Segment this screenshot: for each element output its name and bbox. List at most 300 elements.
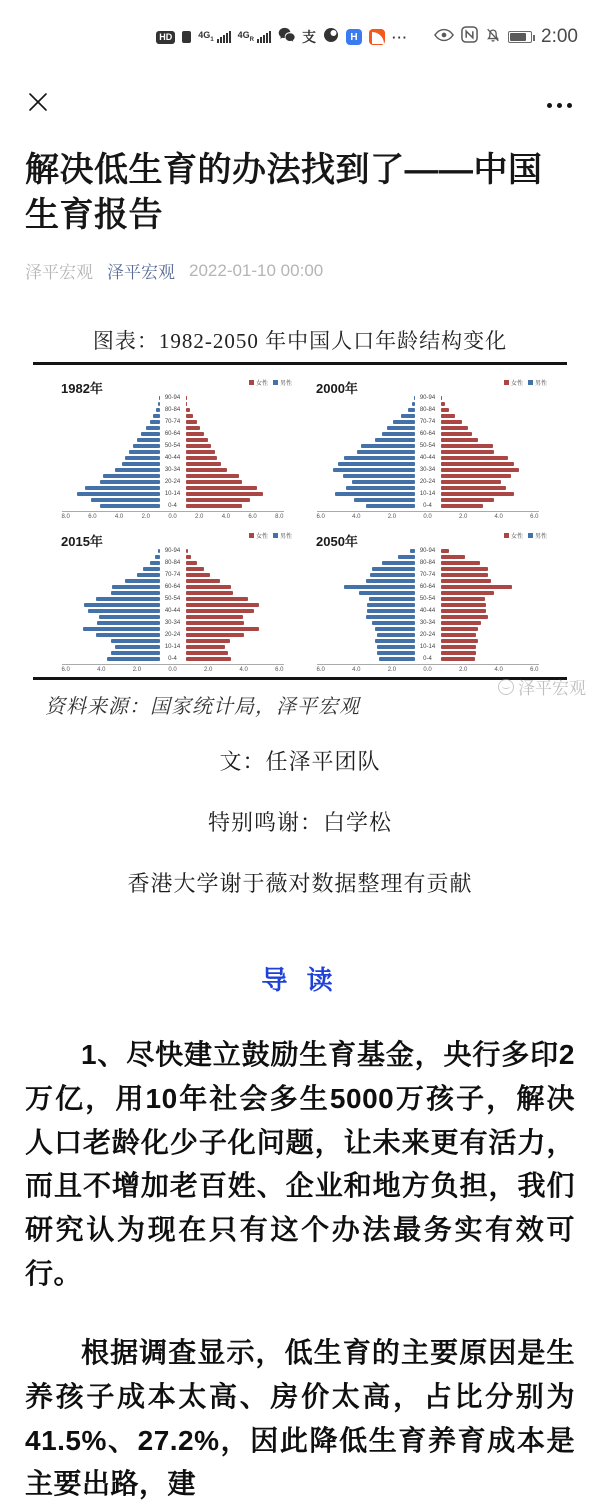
publish-time: 2022-01-10 00:00 [189, 260, 324, 280]
age-group-label: 50-54 [419, 596, 436, 603]
female-bar [186, 573, 211, 577]
pyramid-x-axis [317, 664, 539, 673]
population-pyramid-3 [45, 522, 300, 675]
x-tick-label: 2.0 [195, 514, 204, 521]
female-bar [441, 450, 495, 454]
age-group-label: 70-74 [419, 419, 436, 426]
female-bar [441, 651, 477, 655]
legend-swatch [528, 380, 533, 385]
eye-comfort-icon [434, 28, 454, 47]
male-bar [377, 633, 415, 637]
male-bar [382, 561, 415, 565]
female-bar [186, 585, 232, 589]
age-group-label: 90-94 [164, 395, 181, 402]
status-bar [0, 0, 600, 64]
legend-item [504, 378, 523, 387]
male-bar [377, 651, 415, 655]
male-bar [97, 621, 159, 625]
age-group-label: 80-84 [164, 560, 181, 567]
male-bar [111, 639, 160, 643]
pyramid-x-axis [62, 511, 284, 520]
female-bar [441, 492, 515, 496]
female-bar [186, 639, 230, 643]
age-group-label: 40-44 [419, 455, 436, 462]
age-group-label: 30-34 [164, 467, 181, 474]
pyramid-x-ticks [62, 667, 284, 673]
female-bar [186, 579, 220, 583]
male-bar [111, 651, 160, 655]
pyramid-legend [504, 531, 547, 540]
age-group-label: 20-24 [419, 479, 436, 486]
age-group-label: 50-54 [419, 443, 436, 450]
x-tick-label: 6.0 [316, 667, 325, 674]
male-bar [369, 597, 415, 601]
x-tick-label: 6.0 [275, 667, 284, 674]
x-tick-label: 2.0 [141, 514, 150, 521]
population-pyramid-4 [300, 522, 555, 675]
female-bar [441, 498, 495, 502]
x-tick-label: 6.0 [530, 514, 539, 521]
legend-item [528, 531, 547, 540]
legend-label: 男性 [279, 534, 292, 541]
legend-swatch [249, 533, 254, 538]
pyramid-row [317, 503, 539, 509]
male-bar [401, 414, 414, 418]
age-group-label: 20-24 [164, 632, 181, 639]
male-bar [367, 603, 414, 607]
menu-more-icon[interactable] [547, 97, 572, 108]
pyramid-grid [45, 369, 555, 675]
figure-source-row [0, 679, 600, 719]
male-bar [83, 627, 160, 631]
male-bar [379, 657, 415, 661]
age-group-label: 70-74 [419, 572, 436, 579]
pyramid-legend [249, 531, 292, 540]
x-tick-label: 0.0 [423, 667, 432, 674]
age-group-label: 30-34 [419, 620, 436, 627]
male-bar [133, 444, 160, 448]
male-bar [146, 426, 160, 430]
male-bar [375, 438, 414, 442]
age-group-label: 80-84 [164, 407, 181, 414]
male-bar [366, 615, 415, 619]
female-bar [186, 555, 192, 559]
alipay-notification-icon: 支 [302, 29, 317, 45]
female-bar [186, 633, 245, 637]
credit-author: 文：任泽平团队 [219, 749, 381, 775]
male-bar [125, 579, 159, 583]
h-app-notification-icon: H [346, 29, 362, 45]
male-bar [137, 573, 160, 577]
sim-card-icon [182, 31, 191, 43]
female-bar [441, 462, 515, 466]
x-tick-label: 4.0 [352, 667, 361, 674]
male-bar [344, 456, 414, 460]
x-tick-label: 4.0 [494, 667, 503, 674]
female-bar [441, 621, 482, 625]
female-bar [186, 414, 193, 418]
x-tick-label: 0.0 [168, 514, 177, 521]
female-bar [186, 651, 229, 655]
male-bar [387, 426, 415, 430]
age-group-label: 10-14 [419, 644, 436, 651]
age-group-label: 60-64 [419, 584, 436, 591]
female-bar [186, 480, 242, 484]
female-bar [441, 432, 472, 436]
legend-swatch [504, 380, 509, 385]
female-bar [441, 549, 449, 553]
female-bar [186, 549, 188, 553]
male-bar [96, 597, 160, 601]
account-link[interactable]: 泽平宏观 [107, 263, 175, 283]
male-bar [370, 573, 414, 577]
male-bar [372, 621, 415, 625]
figure-bottom-rule [33, 677, 567, 680]
nfc-icon [461, 26, 478, 48]
female-bar [441, 591, 495, 595]
female-bar [186, 591, 233, 595]
status-time: 2:00 [541, 26, 578, 47]
male-bar [84, 603, 159, 607]
male-bar [150, 420, 160, 424]
female-bar [441, 585, 513, 589]
female-bar [186, 561, 197, 565]
female-bar [441, 573, 488, 577]
female-bar [441, 426, 469, 430]
female-bar [186, 402, 188, 406]
x-tick-label: 4.0 [494, 514, 503, 521]
female-bar [186, 408, 190, 412]
x-tick-label: 4.0 [97, 667, 106, 674]
watermark [498, 674, 586, 699]
female-bar [441, 396, 443, 400]
legend-label: 女性 [510, 534, 523, 541]
male-bar [103, 474, 159, 478]
male-bar [96, 633, 160, 637]
x-tick-label: 6.0 [61, 667, 70, 674]
x-tick-label: 2.0 [387, 514, 397, 521]
female-bar [186, 567, 204, 571]
legend-item [504, 531, 523, 540]
age-group-label: 60-64 [164, 431, 181, 438]
x-tick-label: 4.0 [239, 667, 248, 674]
female-bar [441, 414, 456, 418]
male-bar [398, 555, 414, 559]
section-heading: 导 读 [261, 965, 339, 996]
female-bar [441, 609, 487, 613]
battery-icon [508, 31, 532, 43]
female-bar [186, 468, 228, 472]
pyramid-year-label: 1982年 [61, 381, 103, 397]
male-bar [366, 504, 415, 508]
female-bar [441, 504, 484, 508]
female-bar [441, 474, 511, 478]
age-group-label: 20-24 [419, 632, 436, 639]
pyramid-x-ticks [317, 514, 539, 520]
x-tick-label: 6.0 [88, 514, 97, 521]
pyramid-row [62, 656, 284, 662]
age-group-label: 90-94 [164, 548, 181, 555]
mute-bell-icon [485, 27, 501, 48]
age-group-label: 70-74 [164, 572, 181, 579]
male-bar [129, 450, 160, 454]
news-app-notification-icon [369, 29, 385, 45]
pyramid-x-axis [317, 511, 539, 520]
population-pyramid-2 [300, 369, 555, 522]
male-bar [375, 627, 414, 631]
female-bar [186, 432, 204, 436]
male-bar [143, 567, 159, 571]
source-name: 泽平宏观 [25, 263, 93, 283]
x-tick-label: 6.0 [316, 514, 325, 521]
pyramid-plot [62, 395, 284, 509]
more-notifications-icon: ··· [392, 29, 409, 45]
female-bar [441, 639, 479, 643]
female-bar [441, 633, 477, 637]
female-bar [441, 408, 449, 412]
female-bar [441, 567, 488, 571]
figure-source-text: 资料来源：国家统计局，泽平宏观 [45, 696, 360, 719]
pyramid-x-ticks [62, 514, 284, 520]
x-tick-label: 0.0 [423, 514, 432, 521]
x-tick-label: 2.0 [387, 667, 397, 674]
age-group-label: 40-44 [164, 455, 181, 462]
article-title: 解决低生育的办法找到了——中国生育报告 [25, 151, 543, 235]
pyramid-row [317, 656, 539, 662]
male-bar [115, 645, 159, 649]
male-bar [344, 585, 414, 589]
age-group-label: 10-14 [164, 491, 181, 498]
pyramid-x-ticks [317, 667, 539, 673]
male-bar [100, 504, 160, 508]
female-bar [186, 426, 201, 430]
male-bar [359, 591, 415, 595]
legend-item [273, 531, 292, 540]
female-bar [186, 456, 218, 460]
male-bar [99, 615, 159, 619]
article-body [0, 1033, 600, 1506]
paragraph-2: 根据调查显示，低生育的主要原因是生养孩子成本太高、房价太高，占比分别为41.5%、27.2%，因此降低生育养育成本是主要出路，建 [25, 1337, 575, 1500]
x-tick-label: 4.0 [114, 514, 124, 521]
legend-label: 男性 [534, 534, 547, 541]
male-bar [366, 579, 415, 583]
pyramid-legend [249, 378, 292, 387]
male-bar [150, 561, 160, 565]
age-group-label: 10-14 [164, 644, 181, 651]
female-bar [441, 438, 479, 442]
female-bar [186, 498, 251, 502]
age-group-label: 70-74 [164, 419, 181, 426]
legend-item [273, 378, 292, 387]
female-bar [441, 579, 492, 583]
figure-top-rule [33, 362, 567, 365]
male-bar [338, 462, 415, 466]
female-bar [441, 645, 477, 649]
male-bar [367, 609, 414, 613]
female-bar [441, 555, 466, 559]
female-bar [186, 645, 225, 649]
pyramid-plot [317, 548, 539, 662]
female-bar [186, 597, 248, 601]
male-bar [125, 456, 159, 460]
male-bar [91, 498, 160, 502]
byline [0, 238, 600, 283]
female-bar [186, 504, 242, 508]
population-pyramid-1 [45, 369, 300, 522]
male-bar [85, 486, 160, 490]
male-bar [372, 567, 415, 571]
credits-block [0, 745, 600, 898]
x-tick-label: 2.0 [458, 514, 468, 521]
legend-label: 女性 [255, 381, 268, 388]
pyramid-plot [317, 395, 539, 509]
population-pyramids-figure [0, 325, 600, 719]
male-bar [393, 420, 414, 424]
male-bar [377, 645, 415, 649]
legend-swatch [504, 533, 509, 538]
age-group-label: 50-54 [164, 596, 181, 603]
credit-contrib: 香港大学谢于薇对数据整理有贡献 [127, 871, 473, 897]
female-bar [186, 420, 197, 424]
male-bar [412, 402, 414, 406]
male-bar [153, 414, 159, 418]
male-bar [141, 432, 159, 436]
x-tick-label: 6.0 [530, 667, 539, 674]
x-tick-label: 2.0 [132, 667, 142, 674]
female-bar [441, 627, 479, 631]
male-bar [343, 474, 415, 478]
age-group-label: 0-4 [423, 503, 432, 510]
female-bar [441, 480, 501, 484]
legend-swatch [249, 380, 254, 385]
female-bar [441, 456, 508, 460]
x-tick-label: 8.0 [61, 514, 70, 521]
age-group-label: 60-64 [419, 431, 436, 438]
pyramid-year-label: 2000年 [316, 381, 358, 397]
age-group-label: 50-54 [164, 443, 181, 450]
age-group-label: 0-4 [423, 656, 432, 663]
x-tick-label: 8.0 [275, 514, 284, 521]
x-tick-label: 0.0 [168, 667, 177, 674]
x-tick-label: 4.0 [221, 514, 231, 521]
legend-item [249, 378, 268, 387]
male-bar [88, 609, 160, 613]
wechat-notification-icon [278, 27, 295, 48]
legend-swatch [273, 380, 278, 385]
female-bar [186, 444, 212, 448]
female-bar [186, 609, 255, 613]
legend-label: 男性 [279, 381, 292, 388]
male-bar [375, 639, 414, 643]
age-group-label: 10-14 [419, 491, 436, 498]
age-group-label: 0-4 [168, 656, 177, 663]
female-bar [186, 657, 232, 661]
male-bar [335, 492, 415, 496]
watermark-text: 泽平宏观 [518, 679, 586, 699]
legend-swatch [273, 533, 278, 538]
x-tick-label: 2.0 [203, 667, 213, 674]
credit-thanks: 特别鸣谢：白学松 [207, 810, 392, 836]
paragraph-1: 1、尽快建立鼓励生育基金，央行多印2万亿，用10年社会多生5000万孩子，解决人口老龄化少子化问题，让未来更有活力，而且不增加老百姓、企业和地方负担，我们研究认为现在只有这个办法最务实有效可行。 [25, 1039, 575, 1289]
age-group-label: 30-34 [419, 467, 436, 474]
female-bar [441, 561, 480, 565]
female-bar [186, 492, 263, 496]
pyramid-plot [62, 548, 284, 662]
watermark-logo-icon [498, 679, 514, 695]
female-bar [186, 450, 215, 454]
legend-item [249, 531, 268, 540]
female-bar [441, 468, 519, 472]
browser-notification-icon [323, 27, 339, 48]
age-group-label: 90-94 [419, 548, 436, 555]
male-bar [382, 432, 415, 436]
female-bar [441, 603, 487, 607]
female-bar [186, 438, 208, 442]
pyramid-x-axis [62, 664, 284, 673]
hd-voice-icon: HD [156, 31, 175, 44]
age-group-label: 90-94 [419, 395, 436, 402]
male-bar [111, 591, 160, 595]
female-bar [186, 621, 245, 625]
male-bar [100, 480, 160, 484]
age-group-label: 30-34 [164, 620, 181, 627]
x-tick-label: 6.0 [248, 514, 257, 521]
male-bar [346, 486, 415, 490]
age-group-label: 0-4 [168, 503, 177, 510]
legend-label: 女性 [510, 381, 523, 388]
pyramid-year-label: 2050年 [316, 534, 358, 550]
male-bar [333, 468, 415, 472]
age-group-label: 80-84 [419, 407, 436, 414]
male-bar [107, 657, 159, 661]
figure-title: 图表：1982-2050 年中国人口年龄结构变化 [92, 329, 508, 354]
female-bar [441, 657, 475, 661]
male-bar [357, 450, 414, 454]
female-bar [441, 486, 506, 490]
female-bar [441, 402, 445, 406]
female-bar [441, 597, 485, 601]
age-group-label: 60-64 [164, 584, 181, 591]
age-group-label: 40-44 [419, 608, 436, 615]
legend-item [528, 378, 547, 387]
male-bar [137, 438, 159, 442]
x-tick-label: 2.0 [458, 667, 468, 674]
legend-label: 女性 [255, 534, 268, 541]
male-bar [112, 585, 159, 589]
status-right-icons [434, 26, 578, 48]
nav-bar [0, 64, 600, 122]
female-bar [441, 420, 462, 424]
male-bar [115, 468, 159, 472]
female-bar [186, 474, 240, 478]
male-bar [354, 498, 414, 502]
pyramid-year-label: 2015年 [61, 534, 103, 550]
pyramid-row [62, 503, 284, 509]
close-icon[interactable] [26, 90, 50, 114]
pyramid-legend [504, 378, 547, 387]
female-bar [186, 486, 257, 490]
female-bar [441, 615, 488, 619]
legend-label: 男性 [534, 381, 547, 388]
age-group-label: 20-24 [164, 479, 181, 486]
age-group-label: 40-44 [164, 608, 181, 615]
female-bar [186, 603, 260, 607]
male-bar [77, 492, 159, 496]
status-left-icons [156, 27, 408, 48]
signal-sim1-icon: $4G_1$ [198, 31, 230, 43]
signal-sim2-icon: $4G^R$ [238, 31, 271, 43]
male-bar [361, 444, 415, 448]
